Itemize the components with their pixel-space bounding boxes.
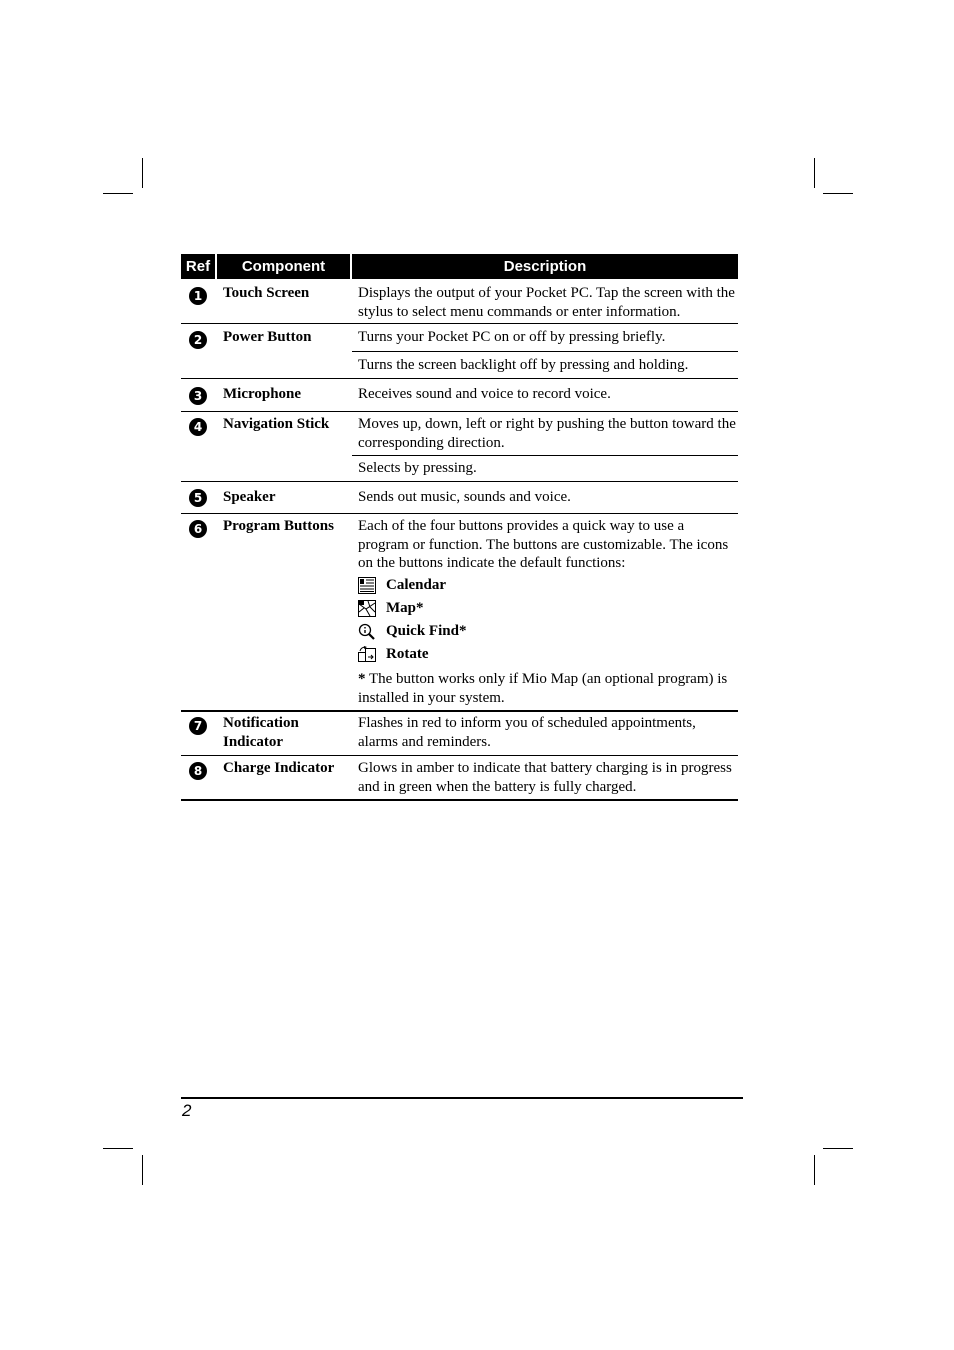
description-text: Displays the output of your Pocket PC. Tap the screen with the stylus to select menu commands or enter information.	[358, 285, 735, 320]
component-name: Navigation Stick	[223, 416, 330, 432]
description-text: Moves up, down, left or right by pushing the button toward the corresponding direction.	[358, 416, 736, 451]
crop-mark	[103, 193, 133, 194]
footer-rule	[181, 1097, 743, 1099]
crop-mark	[823, 1148, 853, 1149]
function-label: Calendar	[386, 577, 446, 593]
crop-mark	[103, 1148, 133, 1149]
function-item	[358, 600, 424, 617]
function-label: Rotate	[386, 646, 429, 662]
ref-badge: 1	[189, 287, 207, 305]
row-divider	[181, 755, 738, 756]
page-number: 2	[182, 1101, 192, 1120]
description-text: Flashes in red to inform you of scheduled appointments, alarms and reminders.	[358, 715, 696, 750]
map-icon	[358, 600, 376, 617]
rotate-icon	[358, 646, 376, 663]
row-divider	[181, 513, 738, 514]
component-name: Power Button	[223, 329, 312, 345]
row-divider	[181, 378, 738, 379]
crop-mark	[142, 1155, 143, 1185]
description-text: Each of the four buttons provides a quick way to use a program or function. The buttons are customizable. The icons on the buttons indicate the default functions:	[358, 518, 729, 571]
header-component: Component	[217, 254, 350, 279]
description-text: Glows in amber to indicate that battery charging is in progress and in green when the battery is fully charged.	[358, 760, 732, 795]
function-item	[358, 623, 466, 640]
calendar-icon	[358, 577, 376, 594]
component-name: Microphone	[223, 386, 302, 402]
component-name: Touch Screen	[223, 285, 310, 301]
description-text: Sends out music, sounds and voice.	[358, 489, 571, 505]
quick-find-icon	[358, 623, 376, 640]
description-text: Receives sound and voice to record voice.	[358, 386, 611, 402]
ref-badge: 8	[189, 762, 207, 780]
header-description: Description	[352, 254, 738, 279]
ref-badge: 4	[189, 418, 207, 436]
header-ref: Ref	[181, 254, 215, 279]
component-name: Program Buttons	[223, 518, 334, 534]
description-text: Turns the screen backlight off by pressing and holding.	[358, 357, 689, 373]
row-divider	[181, 710, 738, 712]
sub-row-divider	[352, 351, 738, 352]
function-item	[358, 577, 446, 594]
description-text: Selects by pressing.	[358, 460, 477, 476]
component-name: Speaker	[223, 489, 276, 505]
function-label: Map*	[386, 600, 424, 616]
table-bottom-rule	[181, 799, 738, 801]
crop-mark	[142, 158, 143, 188]
footnote	[358, 670, 736, 707]
row-divider	[181, 411, 738, 412]
footnote-mark: *	[358, 671, 366, 687]
ref-badge: 7	[189, 717, 207, 735]
description-text: Turns your Pocket PC on or off by pressing briefly.	[358, 329, 666, 345]
sub-row-divider	[352, 455, 738, 456]
crop-mark	[814, 158, 815, 188]
row-divider	[181, 323, 738, 324]
crop-mark	[823, 193, 853, 194]
function-item	[358, 646, 428, 663]
crop-mark	[814, 1155, 815, 1185]
row-divider	[181, 481, 738, 482]
ref-badge: 6	[189, 520, 207, 538]
footnote-text: The button works only if Mio Map (an optional program) is installed in your system.	[358, 671, 728, 706]
component-name: Charge Indicator	[223, 760, 335, 776]
ref-badge: 3	[189, 387, 207, 405]
function-label: Quick Find*	[386, 623, 467, 639]
component-name: Notification Indicator	[223, 715, 299, 750]
ref-badge: 2	[189, 331, 207, 349]
ref-badge: 5	[189, 489, 207, 507]
